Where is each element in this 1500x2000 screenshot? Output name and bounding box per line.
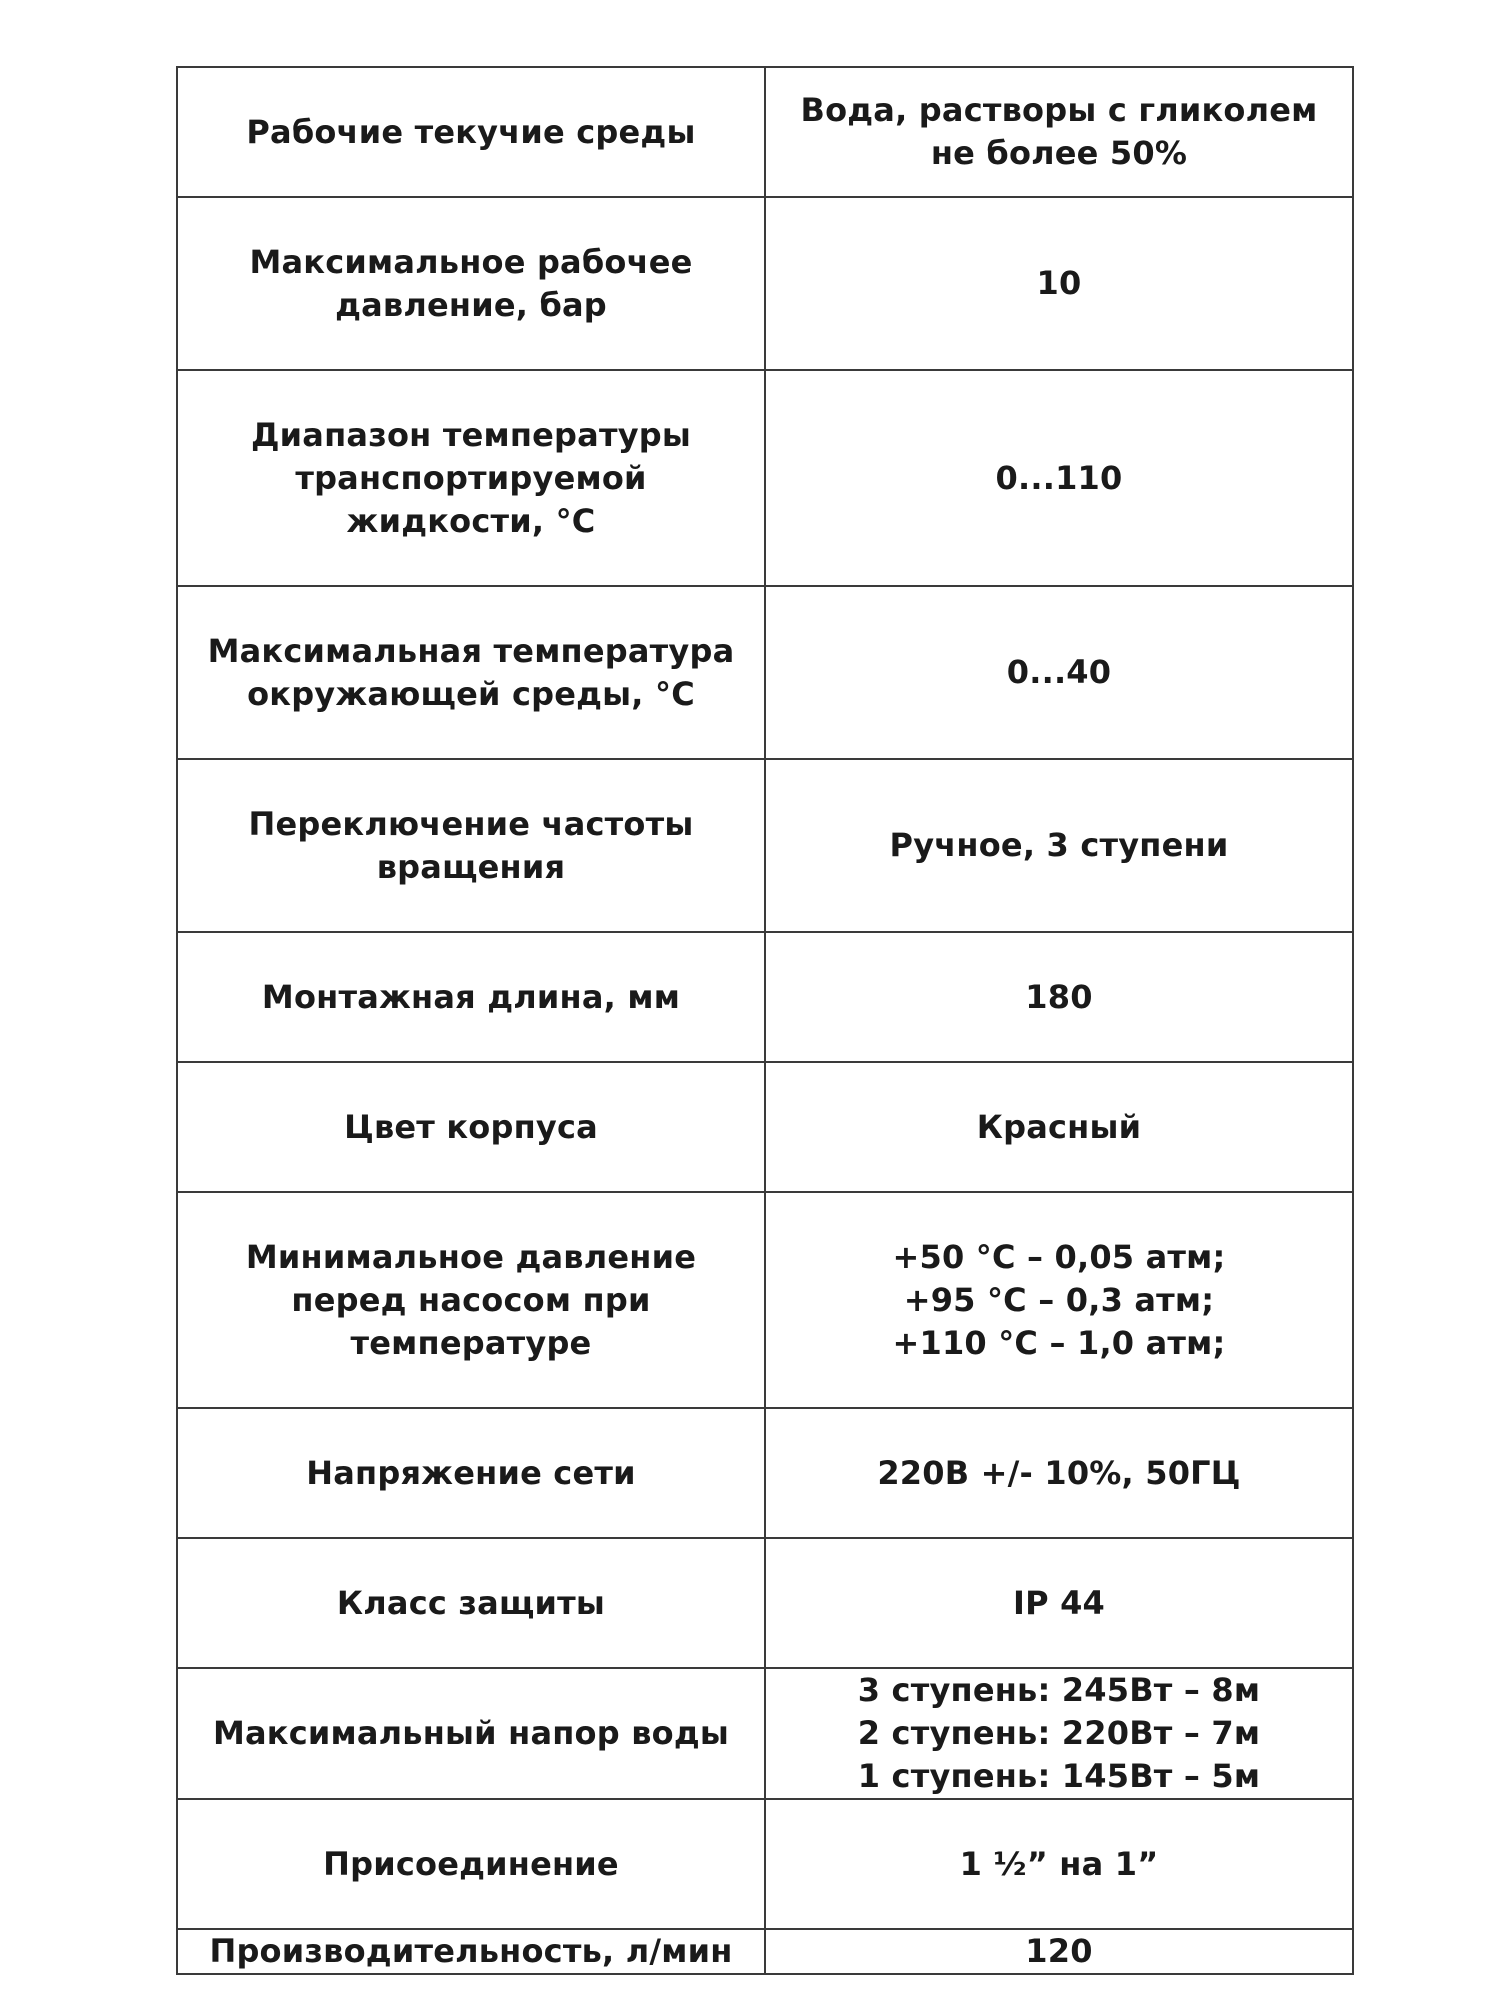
value-text: Красный [976, 1107, 1142, 1146]
value-cell [765, 67, 1353, 197]
value-text: Ручное, 3 ступени [889, 826, 1229, 864]
param-text: давление, бар [335, 285, 607, 324]
param-text: Цвет корпуса [344, 1107, 598, 1146]
param-text: Диапазон температуры [250, 415, 691, 454]
param-text: Максимальная температура [207, 631, 735, 670]
param-cell [177, 197, 765, 370]
param-text: перед насосом при [291, 1280, 651, 1319]
value-cell [765, 1799, 1353, 1929]
value-cell [765, 1408, 1353, 1538]
value-text: 0...40 [1006, 653, 1112, 691]
param-text: Рабочие текучие среды [246, 112, 696, 151]
param-cell [177, 370, 765, 586]
value-cell [765, 197, 1353, 370]
value-cell [765, 1929, 1353, 1974]
param-text: Максимальный напор воды [212, 1714, 730, 1752]
table-row [177, 1668, 1353, 1799]
value-text: 3 ступень: 245Вт – 8м [857, 1671, 1261, 1709]
param-text: Переключение частоты [248, 804, 694, 843]
value-cell [765, 1668, 1353, 1799]
value-text: 1 ступень: 145Вт – 5м [857, 1757, 1261, 1795]
value-text: 2 ступень: 220Вт – 7м [857, 1714, 1261, 1752]
value-text: IP 44 [1012, 1583, 1106, 1622]
table-row [177, 67, 1353, 197]
value-text: +95 °С – 0,3 атм; [903, 1280, 1215, 1319]
param-cell [177, 1799, 765, 1929]
param-text: температуре [350, 1323, 592, 1362]
value-text: Вода, растворы с гликолем [800, 91, 1318, 129]
table-row [177, 1929, 1353, 1974]
param-cell [177, 1668, 765, 1799]
table-row [177, 1538, 1353, 1668]
value-cell [765, 1062, 1353, 1192]
table-row [177, 1408, 1353, 1538]
param-cell [177, 932, 765, 1062]
param-cell [177, 67, 765, 197]
param-cell [177, 586, 765, 759]
value-text: 120 [1025, 1932, 1093, 1970]
param-cell [177, 759, 765, 932]
table-row [177, 1062, 1353, 1192]
value-text: 180 [1025, 977, 1093, 1016]
param-text: вращения [376, 847, 566, 886]
param-text: транспортируемой [295, 458, 647, 497]
param-cell [177, 1408, 765, 1538]
param-text: окружающей среды, °С [247, 674, 695, 713]
table-row [177, 759, 1353, 932]
param-text: Минимальное давление [245, 1237, 697, 1276]
param-text: жидкости, °С [346, 501, 596, 540]
value-text: +50 °С – 0,05 атм; [892, 1237, 1226, 1276]
value-cell [765, 759, 1353, 932]
value-cell [765, 1538, 1353, 1668]
param-cell [177, 1062, 765, 1192]
value-cell [765, 586, 1353, 759]
value-text: 1 ½” на 1” [959, 1844, 1159, 1883]
table-row [177, 197, 1353, 370]
table-row [177, 932, 1353, 1062]
table-row [177, 370, 1353, 586]
value-cell [765, 1192, 1353, 1408]
param-cell [177, 1192, 765, 1408]
table-row [177, 1799, 1353, 1929]
value-text: не более 50% [930, 134, 1188, 172]
value-cell [765, 932, 1353, 1062]
value-text: 10 [1036, 264, 1082, 302]
spec-table [176, 66, 1354, 1975]
param-cell [177, 1929, 765, 1974]
table-row [177, 1192, 1353, 1408]
param-cell [177, 1538, 765, 1668]
table-row [177, 586, 1353, 759]
param-text: Напряжение сети [306, 1453, 636, 1492]
value-text: 0...110 [995, 458, 1123, 497]
value-cell [765, 370, 1353, 586]
param-text: Монтажная длина, мм [261, 977, 681, 1016]
param-text: Класс защиты [336, 1583, 606, 1622]
param-text: Производительность, л/мин [209, 1932, 733, 1970]
param-text: Максимальное рабочее [249, 242, 693, 281]
param-text: Присоединение [323, 1844, 619, 1883]
value-text: +110 °С – 1,0 атм; [892, 1323, 1226, 1362]
value-text: 220В +/- 10%, 50ГЦ [877, 1453, 1241, 1492]
